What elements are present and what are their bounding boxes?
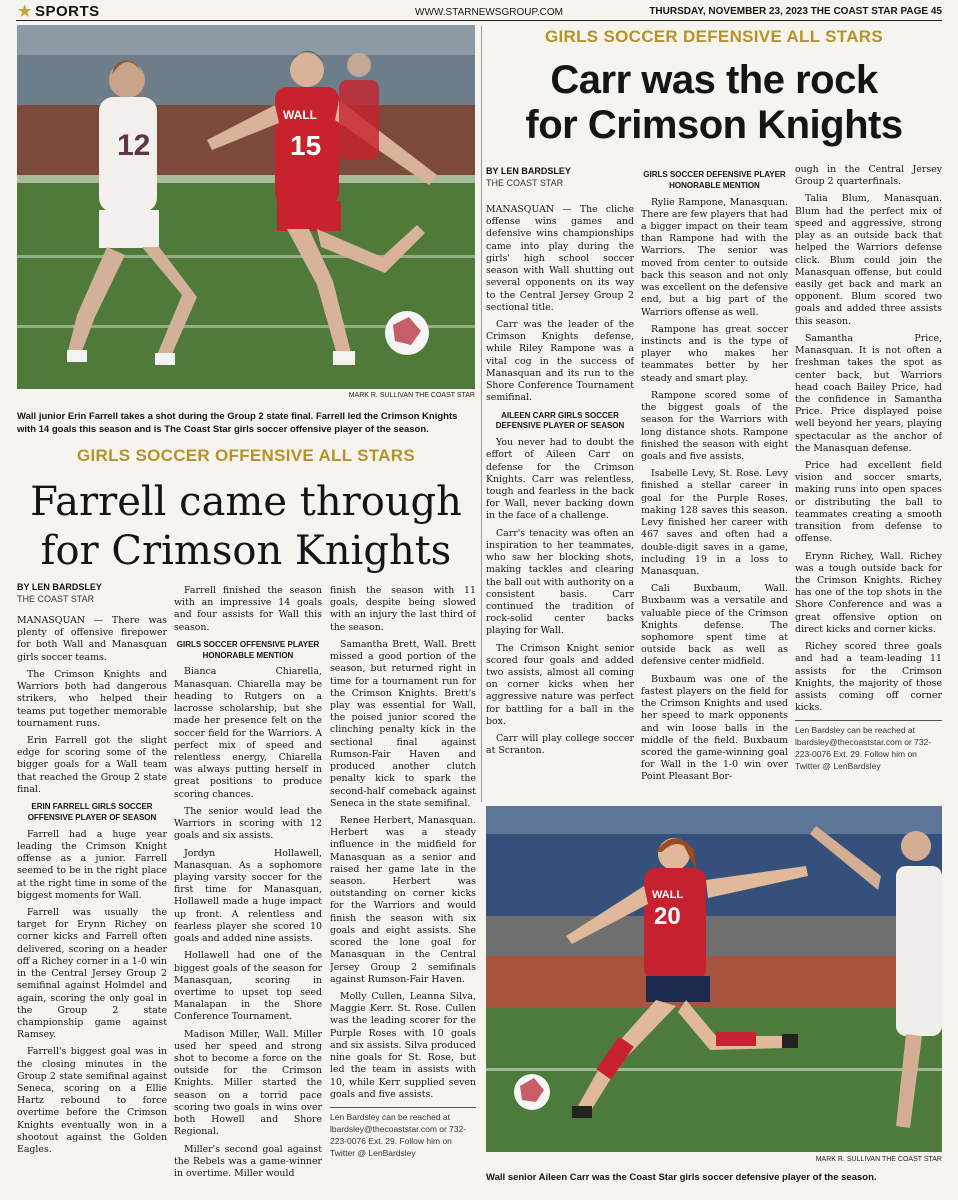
right-col-3 bbox=[795, 164, 942, 800]
carr-shirt-text: WALL bbox=[652, 889, 684, 901]
left-col-3 bbox=[330, 585, 476, 1195]
paragraph: Buxbaum was one of the fastest players on the field for the Crimson Knights and used her speed to mark opponents and win loose balls in the middle of the field. Buxbaum scored the game-winning goal for Wall in the 1-0 win over Point Pleasant Bor- bbox=[641, 673, 788, 783]
right-col-1 bbox=[486, 204, 634, 798]
paragraph: Rampone scored some of the biggest goals of the season for the Warriors with long distance shots. Rampone finished the season with eight goals and five assists. bbox=[641, 389, 788, 462]
paragraph: Madison Miller, Wall. Miller used her speed and strong shot to become a force on the outside for the Crimson Knights. Miller started the season on a torrid pace scoring two goals in wins over both Howell and Shore Regional. bbox=[174, 1028, 322, 1138]
paragraph: You never had to doubt the effort of Aileen Carr on defense for the Crimson Knights. Carr was relentless, tough and fearless in the back for Wall, never backing down in the face of a challenge. bbox=[486, 437, 634, 522]
photo-farrell-credit: MARK R. SULLIVAN THE COAST STAR bbox=[348, 392, 475, 399]
paragraph: Farrell had a huge year leading the Crimson Knight offense as a junior. Farrell seemed to be in the right place at the right time in some of the biggest moments for Wall. bbox=[17, 828, 167, 901]
paragraph: The Crimson Knights and Warriors both had dangerous strikers, who helped their teams put together memorable tournament runs. bbox=[17, 668, 167, 729]
left-kicker: GIRLS SOCCER OFFENSIVE ALL STARS bbox=[77, 446, 415, 465]
paragraph: Samantha Brett, Wall. Brett missed a good portion of the season, but returned right in time for a tournament run for the Crimson Knights. Brett's play was essential for Wall, the poised junior scored the clinching penalty kick in the sectional final against Rumson-Fair Haven and produced another clutch penalty kick to spark the second-half comeback against Seneca in the state semifinal. bbox=[330, 638, 476, 809]
subhead: GIRLS SOCCER OFFENSIVE PLAYER HONORABLE MENTION bbox=[176, 639, 320, 660]
subhead: AILEEN CARR GIRLS SOCCER DEFENSIVE PLAYER OF SEASON bbox=[495, 410, 625, 431]
column-divider bbox=[481, 26, 482, 802]
left-headline-line1: Farrell came through bbox=[30, 479, 462, 525]
right-headline-line2: for Crimson Knights bbox=[525, 102, 903, 147]
paragraph: Molly Cullen, Leanna Silva, Maggie Kerr. St. Rose. Cullen was the leading scorer for the Purple Roses with 10 goals and six assists. Silva produced nine goals for St. Rose, but led the team in assists with 10, while Kerr supplied seven goals and five assists. bbox=[330, 991, 476, 1100]
left-headline bbox=[17, 478, 475, 576]
author-contact-note: Len Bardsley can be reached at lbardsley@thecoaststar.com or 732-223-0076 Ext. 29. Follow him on Twitter @ LenBardsley bbox=[330, 1107, 476, 1160]
header-rule bbox=[16, 20, 942, 21]
paragraph: Erin Farrell got the slight edge for scoring some of the bigger goals for a Wall team that reached the Group 2 state final. bbox=[17, 734, 167, 795]
paragraph: Bianca Chiarella, Manasquan. Chiarella may be heading to Rutgers on a lacrosse scholarship, but she made her presence felt on the soccer field for the Warriors. A perfect mix of speed and relentless energy, Chiarella was always putting herself in great positions to produce scoring chances. bbox=[174, 666, 322, 800]
paragraph: Jordyn Hollawell, Manasquan. As a sophomore playing varsity soccer for the first time for Manasquan, Hollawell made a huge impact up front. A relentless and fearless player she scored 10 goals and added nine assists. bbox=[174, 847, 322, 945]
paragraph: Price had excellent field vision and soccer smarts, making runs into open spaces or distributing the ball to teammates creating a smooth transition from defense to offense. bbox=[795, 460, 942, 545]
right-byline-paper: THE COAST STAR bbox=[486, 178, 564, 188]
star-icon: ★ bbox=[18, 3, 32, 20]
subhead: GIRLS SOCCER DEFENSIVE PLAYER HONORABLE MENTION bbox=[643, 170, 786, 190]
dateline: THURSDAY, NOVEMBER 23, 2023 THE COAST STAR PAGE 45 bbox=[649, 6, 942, 17]
right-col-2 bbox=[641, 164, 788, 800]
paragraph: finish the season with 11 goals, despite being slowed with an injury the last third of the season. bbox=[330, 585, 476, 633]
right-headline bbox=[486, 58, 942, 148]
subhead: ERIN FARRELL GIRLS SOCCER OFFENSIVE PLAYER OF SEASON bbox=[27, 802, 157, 822]
paragraph: Renee Herbert, Manasquan. Herbert was a steady influence in the midfield for Manasquan as a senior and raised her game late in the season. Herbert was outstanding on corner kicks for the Warriors and would finish the season with six goals and eight assists. She scored the lone goal for Manasquan in the Central Jersey Group 2 semifinals against Rumson-Fair Haven. bbox=[330, 814, 476, 985]
left-byline-author: BY LEN BARDSLEY bbox=[17, 582, 102, 592]
paragraph: Farrell finished the season with an impressive 14 goals and four assists for Wall this season. bbox=[174, 585, 322, 633]
photo-farrell-illustration bbox=[17, 25, 475, 389]
photo-farrell bbox=[17, 25, 475, 389]
author-contact-note: Len Bardsley can be reached at lbardsley@thecoaststar.com or 732-223-0076 Ext. 29. Follow him on Twitter @ LenBardsley bbox=[795, 720, 942, 773]
white-jersey-number: 12 bbox=[117, 129, 151, 162]
paragraph: MANASQUAN — The cliche offense wins games and defensive wins championships came into play during the girls' high school soccer season with Wall shutting out several opponents on its way to the Central Jersey Group 2 sectional title. bbox=[486, 204, 634, 313]
red-shirt-text: WALL bbox=[283, 108, 317, 122]
left-byline bbox=[17, 582, 167, 604]
paragraph: Farrell was usually the target for Erynn Richey on corner kicks and Farrell often delivered, scoring on a header off a Richey corner in a 1-0 win in the Central Jersey Group 2 semifinal against Holmdel and again, scoring the only goal in the Group 2 state championship game against Ramsey. bbox=[17, 906, 167, 1041]
photo-carr bbox=[486, 806, 942, 1152]
left-col-2 bbox=[174, 585, 322, 1195]
paragraph: Richey scored three goals and had a team-leading 11 assists for the Crimson Knights, the majority of those assists coming off corner kicks. bbox=[795, 641, 942, 714]
paragraph: Carr will play college soccer at Scranton. bbox=[486, 733, 634, 757]
carr-jersey-number: 20 bbox=[654, 903, 681, 930]
left-headline-line2: for Crimson Knights bbox=[40, 527, 452, 574]
left-byline-paper: THE COAST STAR bbox=[17, 594, 95, 604]
paragraph: Carr's tenacity was often an inspiration to her teammates, who saw her blocking shots, making tackles and clearing the ball out with authority on a consistent basis. Carr continued the tradition of rock-solid center backs playing for Wall. bbox=[486, 527, 634, 637]
paragraph: Rampone has great soccer instincts and is the type of player who makes her teammates better by her steady and smart play. bbox=[641, 323, 788, 384]
paragraph: ough in the Central Jersey Group 2 quarterfinals. bbox=[795, 164, 942, 188]
paragraph: Rylie Rampone, Manasquan. There are few players that had a bigger impact on their team than Rampone had with the Warriors. The senior was moved from center to outside back this season and not only was excellent on the defensive end, but a big part of the Warriors offense as well. bbox=[641, 196, 788, 318]
site-url[interactable]: WWW.STARNEWSGROUP.COM bbox=[415, 7, 563, 18]
section-label: ★ SPORTS bbox=[18, 3, 100, 20]
paragraph: Hollawell had one of the biggest goals of the season for Manasquan, scoring in overtime to upset top seed Manalapan in the Shore Conference Tournament. bbox=[174, 950, 322, 1023]
paragraph: The Crimson Knight senior scored four goals and added two assists, almost all coming on corner kicks when her aggressive nature was perfect for battling for a ball in the box. bbox=[486, 642, 634, 727]
photo-carr-caption: Wall senior Aileen Carr was the Coast Star girls soccer defensive player of the season. bbox=[486, 1172, 877, 1183]
photo-carr-illustration bbox=[486, 806, 942, 1152]
paragraph: The senior would lead the Warriors in scoring with 12 goals and six assists. bbox=[174, 805, 322, 842]
photo-farrell-caption: Wall junior Erin Farrell takes a shot during the Group 2 state final. Farrell led the Crimson Knights with 14 goals this season and is The Coast Star girls soccer offensive player of the season. bbox=[17, 411, 458, 436]
right-byline bbox=[486, 166, 634, 188]
left-col-1 bbox=[17, 615, 167, 1190]
paragraph: Erynn Richey, Wall. Richey was a tough outside back for the Crimson Knights. Richey has one of the top shots in the Shore Conference and was a great offensive option on direct kicks and corner kicks. bbox=[795, 550, 942, 635]
paragraph: Talia Blum, Manasquan. Blum had the perfect mix of speed and aggressive, strong play as an outside back that helped the Warriors defense click. Blum could join the Manasquan offense, but could easily get back and mark an opponent. Blum scored two goals and added three assists this season. bbox=[795, 193, 942, 327]
paragraph: Farrell's biggest goal was in the closing minutes in the Group 2 state semifinal against Seneca, scoring on a Ellie Hartz rebound to force overtime before the Crimson Knights eventually won in a shootout against the Golden Eagles. bbox=[17, 1046, 167, 1156]
paragraph: Miller's second goal against the Rebels was a game-winner in overtime. Miller would bbox=[174, 1143, 322, 1179]
paragraph: Isabelle Levy, St. Rose. Levy finished a stellar career in goal for the Purple Roses, making 128 saves this season. Levy finished her career with 467 saves and often had a double-digit saves in a game, including 19 in a loss to Manasquan. bbox=[641, 468, 788, 577]
paragraph: MANASQUAN — There was plenty of offensive firepower for both Wall and Manasquan girls soccer teams. bbox=[17, 615, 167, 663]
paragraph: Samantha Price, Manasquan. It is not often a freshman takes the spot as center back, but Warriors head coach Bailey Price, had the confidence in Samantha Price. Price displayed poise well beyond her years, playing spectacular as the anchor of the Manasquan defense. bbox=[795, 332, 942, 454]
paragraph: Carr was the leader of the Crimson Knights defense, while Riley Rampone was a vital cog in the success of Manasquan and its run to the Shore Conference Tournament semifinal. bbox=[486, 318, 634, 404]
photo-carr-credit: MARK R. SULLIVAN THE COAST STAR bbox=[815, 1156, 942, 1163]
paragraph: Cali Buxbaum, Wall. Buxbaum was a versatile and valuable piece of the Crimson Knights defense. The sophomore spent time at outside back as well as defensive center midfield. bbox=[641, 583, 788, 668]
red-jersey-number: 15 bbox=[290, 130, 322, 161]
right-byline-author: BY LEN BARDSLEY bbox=[486, 166, 571, 176]
right-headline-line1: Carr was the rock bbox=[550, 58, 878, 102]
right-kicker: GIRLS SOCCER DEFENSIVE ALL STARS bbox=[545, 27, 883, 46]
